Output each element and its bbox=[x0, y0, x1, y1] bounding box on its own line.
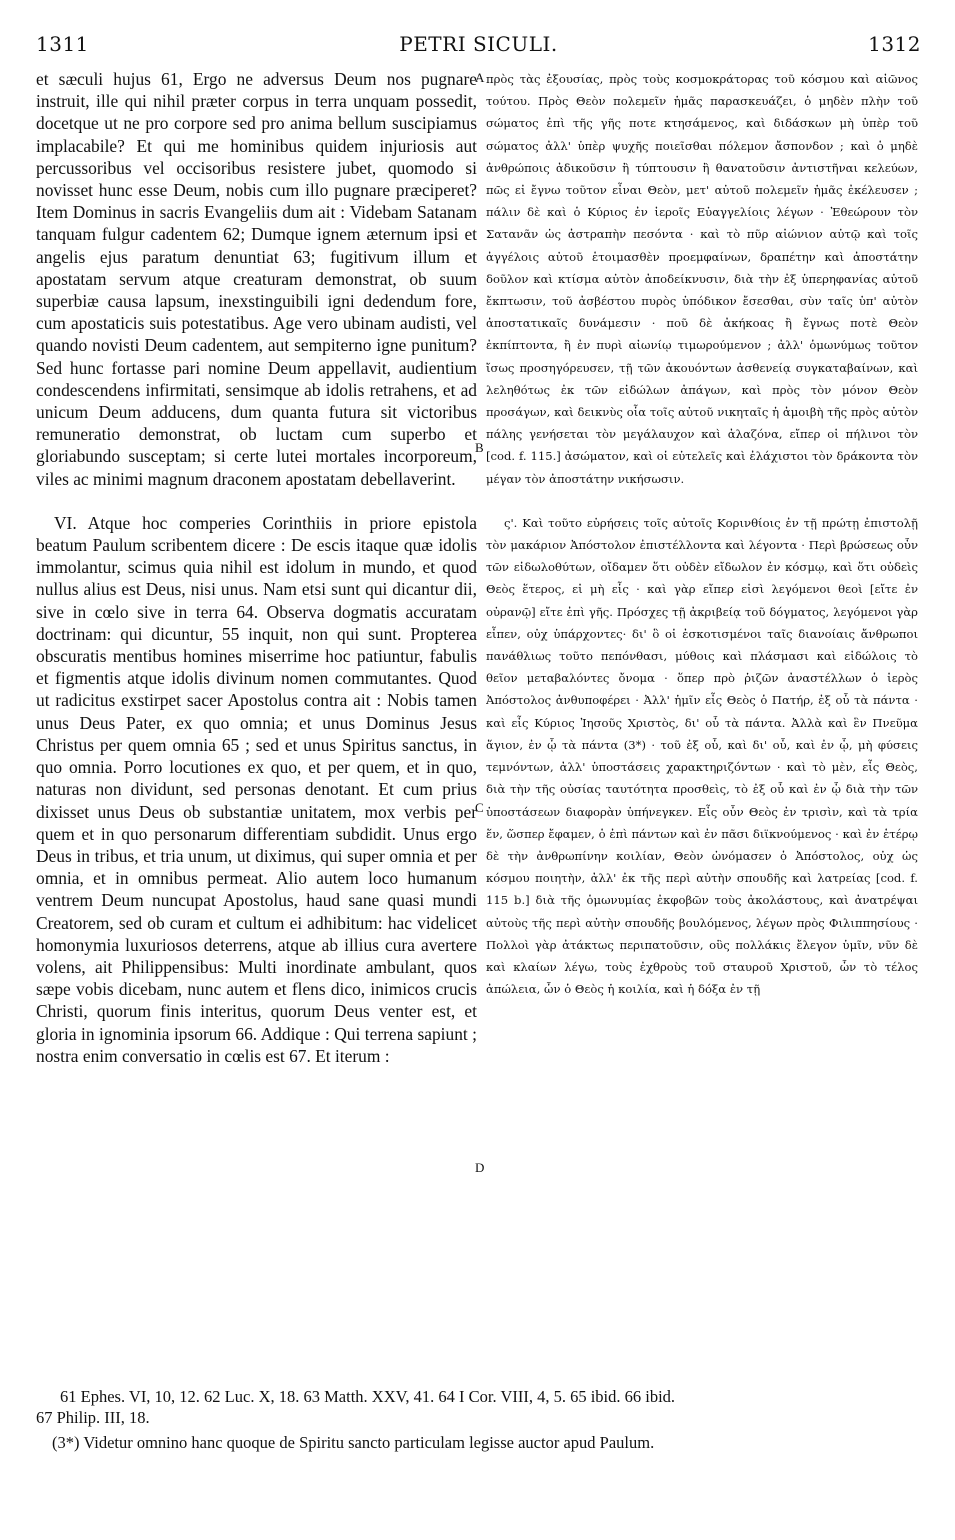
greek-paragraph: ς'. Καὶ τοῦτο εὑρήσεις τοῖς αὐτοῖς Κορινθίοις ἐν τῇ πρώτῃ ἐπιστολῇ τὸν μακάριον Ἀπόστολον ἐπιστέλλοντα καὶ λέγοντα · Περὶ βρώσεως οὖν τῶν εἰδωλοθύτων, οἴδαμεν ὅτι οὐδὲν εἴδωλον ἐν κόσμῳ, καὶ ὅτι οὐδεὶς Θεὸς ἕτερος, εἰ μὴ εἷς · καὶ γὰρ εἴπερ εἰσὶ λεγόμενοι θεοὶ [εἴτε ἐν οὐρανῷ] εἴτε ἐπὶ γῆς. Πρόσχες τῇ ἀκριβείᾳ τοῦ δόγματος, λεγόμενοι γὰρ εἶπεν, οὐχ ὑπάρχοντες· δι' ὃ οἱ ἐσκοτισμένοι ταῖς διανοίαις ἄνθρωποι πανάθλιως τοῦτο πεπόνθασι, μύθοις καὶ πλάσμασι καὶ εἰδώλοις τὸ θεῖον μεταβαλόντες ὄνομα · ὅπερ πρὸ ῥιζῶν ἀναστέλλων ὁ ἱερὸς Ἀπόστολος ἀνθυποφέρει · Ἀλλ' ἡμῖν εἷς Θεὸς ὁ Πατήρ, ἐξ οὗ τὰ πάντα · καὶ εἷς Κύριος Ἰησοῦς Χριστὸς, δι' οὗ τὰ πάντα. Ἀλλὰ καὶ ἓν Πνεῦμα ἅγιον, ἐν ᾧ τὰ πάντα (3*) · τοῦ ἐξ οὗ, καὶ δι' οὗ, καὶ ἐν ᾧ, μὴ φύσεις τεμνόντων, ἀλλ' ὑποστάσεις χαρακτηριζόντων · καὶ τὸ μὲν, εἷς Θεὸς, διὰ τὴν τῆς οὐσίας ταυτότητα προσθεὶς, τὸ ἐξ οὗ καὶ ἐν ᾧ διὰ τὴν τῶν ὑποστάσεων διαφορὰν ὑπήνεγκεν. Εἷς οὖν Θεὸς ἐν τρισὶν, καὶ τὰ τρία ἕν, ὥσπερ ἔφαμεν, ὁ ἐπὶ πάντων καὶ ἐν πᾶσι διϊκνούμενος · καὶ ἐν ἑτέρῳ δὲ τὴν ἀνθρωπίνην κοιλίαν, Θεὸν ὠνόμασεν ὁ Ἀπόστολος, οὐχ ὡς κόσμου ποιητὴν, ἀλλ' ἐκ τῆς περὶ αὐτὴν σπουδῆς καὶ λατρείας [cod. f. 115 b.] διὰ τῆς ὁμωνυμίας ἐκφοβῶν τοὺς ἀκολάστους, καὶ ἀνατρέψαι αὐτοὺς τῆς περὶ αὐτὴν σπουδῆς βουλόμενος, λέγων πρὸς Φιλιππησίους · Πολλοὶ γὰρ ἀτάκτως περιπατοῦσιν, οὓς πολλάκις ἔλεγον ὑμῖν, νῦν δὲ καὶ κλαίων λέγω, τοὺς ἐχθροὺς τοῦ σταυροῦ Χριστοῦ, ὧν τὸ τέλος ἀπώλεια, ὧν ὁ Θεὸς ἡ κοιλία, καὶ ἡ δόξα ἐν τῇ bbox=[486, 515, 918, 997]
margin-marker: A bbox=[475, 70, 485, 85]
greek-paragraph: πρὸς τὰς ἐξουσίας, πρὸς τοὺς κοσμοκράτορας τοῦ κόσμου καὶ αἰῶνος τούτου. Πρὸς Θεὸν πολεμεῖν ἡμᾶς παρασκευάζει, ὁ μηδὲν πλὴν τοῦ σώματος ἐπὶ τῆς γῆς ποτε κτησάμενος, καὶ διδάσκων μὴ ὑπὲρ τοῦ σώματος ἀλλ' ὑπὲρ ψυχῆς ποιεῖσθαι πόλεμον ἄσπονδον ; καὶ ὁ μηδὲ ἀνθρώποις ἀδικοῦσιν ἢ τύπτουσιν ἢ θανατοῦσιν ἀντιστῆναι κελεύων, πῶς εἰ ἔγνω τοῦτον εἶναι Θεὸν, μετ' αὐτοῦ πολεμεῖν ἡμᾶς ἐκέλευσεν ; πάλιν δὲ καὶ ὁ Κύριος ἐν ἱεροῖς Εὐαγγελίοις λέγων · Ἐθεώρουν τὸν Σατανᾶν ὡς ἀστραπὴν πεσόντα · καὶ τὸ πῦρ αἰώνιον αὐτῷ καὶ τοῖς ἀγγέλοις αὐτοῦ ἑτοιμασθὲν προεμφαίνων, δραπέτην καὶ ἀποστάτην δοῦλον καὶ κτίσμα αὐτὸν ἀποδείκνυσιν, διὰ τὴν ἐξ ὑπερηφανίας αὐτοῦ ἔκπτωσιν, τοῦ ἀσβέστου πυρὸς ὑπόδικον ἔσεσθαι, σὺν ταῖς ὑπ' αὐτὸν ἀποστατικαῖς δυνάμεσιν · ποῦ δὲ ἀκήκοας ἢ ἔγνως ποτὲ Θεὸν ἐκπίπτοντα, ἢ ἐν πυρὶ αἰωνίῳ τιμωρούμενον ; ἀλλ' ὁμωνύμως τοῦτον ἴσως προσηγόρευσεν, τῇ τῶν ἀκουόντων ἀσθενείᾳ συγκαταβαίνων, καὶ λεληθότως ἐκ τῶν εἰδώλων ἀπάγων, καὶ πρὸς τὸν μόνον Θεὸν προσάγων, καὶ δεικνὺς οἷα τοῖς αὐτοῦ νικηταῖς ἡ ἀμοιβὴ τῆς πρὸς αὐτὸν πάλης γενήσεται τὸν μεγάλαυχον καὶ ἀλαζόνα, εἴπερ οἱ πήλινοι τὸν [cod. f. 115.] ἀσώματον, καὶ οἱ εὐτελεῖς καὶ ἐλάχιστοι τὸν δράκοντα τὸν μέγαν τὸν ἀποστάτην νικήσωσιν. bbox=[486, 72, 918, 486]
footnotes bbox=[36, 1386, 926, 1453]
page-header bbox=[36, 32, 921, 66]
greek-column bbox=[486, 68, 918, 1358]
page-number-right: 1312 bbox=[868, 32, 921, 56]
latin-column bbox=[36, 68, 477, 1358]
margin-marker: C bbox=[475, 800, 484, 815]
margin-marker: D bbox=[475, 1160, 485, 1175]
footnote-line: 61 Ephes. VI, 10, 12. 62 Luc. X, 18. 63 Matth. XXV, 41. 64 I Cor. VIII, 4, 5. 65 ibid. 66 ibid. bbox=[60, 1387, 676, 1406]
latin-paragraph: et sæculi hujus 61, Ergo ne adversus Deum nos pugnare instruit, ille qui nihil præter corpus in terra unquam possedit, docetque ut ne pro corpore sed pro anima bellum suscipiamus implacabile? Et qui me hominibus quidem injuriosis aut percussoribus vel occisoribus resistere jubet, quomodo si novisset hunc esse Deum, nobis cum illo pugnare præciperet? Item Dominus in sacris Evangeliis dum ait : Videbam Satanam tanquam fulgur cadentem 62; Dumque ignem æternum ipsi et angelis ejus paratum denuntiat 63; fugitivum illum et apostatam servum atque creaturam demonstrat, ob suum superbiæ causa lapsum, inexstinguibili igni dedendum fore, cum apostaticis suis potestatibus. Age vero ubinam audisti, vel quando novisti Deum cadentem, aut sempiterno igne punitum? Sed hunc fortasse pari nomine Deum appellavit, audientium condescendens infirmitati, sensimque ab idolis retrahens, et ad unicum Deum adducens, dum quanta futura sit victoribus remuneratio demonstrat, ob luctam cum superbo et gloriabundo susceptam; si certe lutei mortales incorporeum, viles ac minimi magnum draconem apostatam debellaverint. bbox=[36, 69, 477, 489]
latin-paragraph: VI. Atque hoc comperies Corinthiis in priore epistola beatum Paulum scribentem dicere : De escis itaque quæ idolis immolantur, scimus quia nihil est idolum in mundo, et quod nullus alius est Deus, nisi unus. Nam etsi sunt qui dicantur dii, sive in cœlo sive in terra 64. Observa dogmatis accuratam doctrinam: qui dicuntur, 55 inquit, non qui sunt. Propterea obscuratis mentibus homines miserrime hoc patiuntur, fabulis et figmentis atque idolis divinum nomen commutantes. Quod ut radicitus exstirpet sacer Apostolus contra ait : Nobis tamen unus Deus Pater, ex quo omnia; et unus Dominus Jesus Christus per quem omnia 65 ; sed et unus Spiritus sanctus, in quo omnia. Porro locutiones ex quo, et per quem, et in quo, naturas non dividunt, sed personas denotant. Et cum prius dixisset unus Deus ob substantiæ unitatem, mox verbis per quem et in quo personarum differentiam subdidit. Unus ergo Deus in tribus, et tria unum, ut diximus, qui super omnia et per omnia, et in omnibus permeat. Alio autem loco humanum ventrem Deum nuncupat Apostolus, haud sane quasi mundi Creatorem, sed ob curam et cultum ei adhibitum: hac videlicet homonymia luxuriosos deterrens, atque ab illius cura avertere volens, ait Philippensibus: Multi inordinate ambulant, quos sæpe vobis dicebam, nunc autem et flens dico, inimicos crucis Christi, quorum finis interitus, quorum Deus venter est, et gloria in ignominia ipsorum 66. Addique : Qui terrena sapiunt ; nostra enim conversatio in cœlis est 67. Et iterum : bbox=[36, 512, 477, 1066]
footnote-line: 67 Philip. III, 18. bbox=[36, 1408, 150, 1427]
margin-marker: B bbox=[475, 440, 484, 455]
page-number-left: 1311 bbox=[36, 32, 89, 56]
running-title: PETRI SICULI. bbox=[399, 32, 558, 56]
footnote-line: (3*) Videtur omnino hanc quoque de Spiritu sancto particulam legisse auctor apud Paulum. bbox=[52, 1433, 655, 1452]
